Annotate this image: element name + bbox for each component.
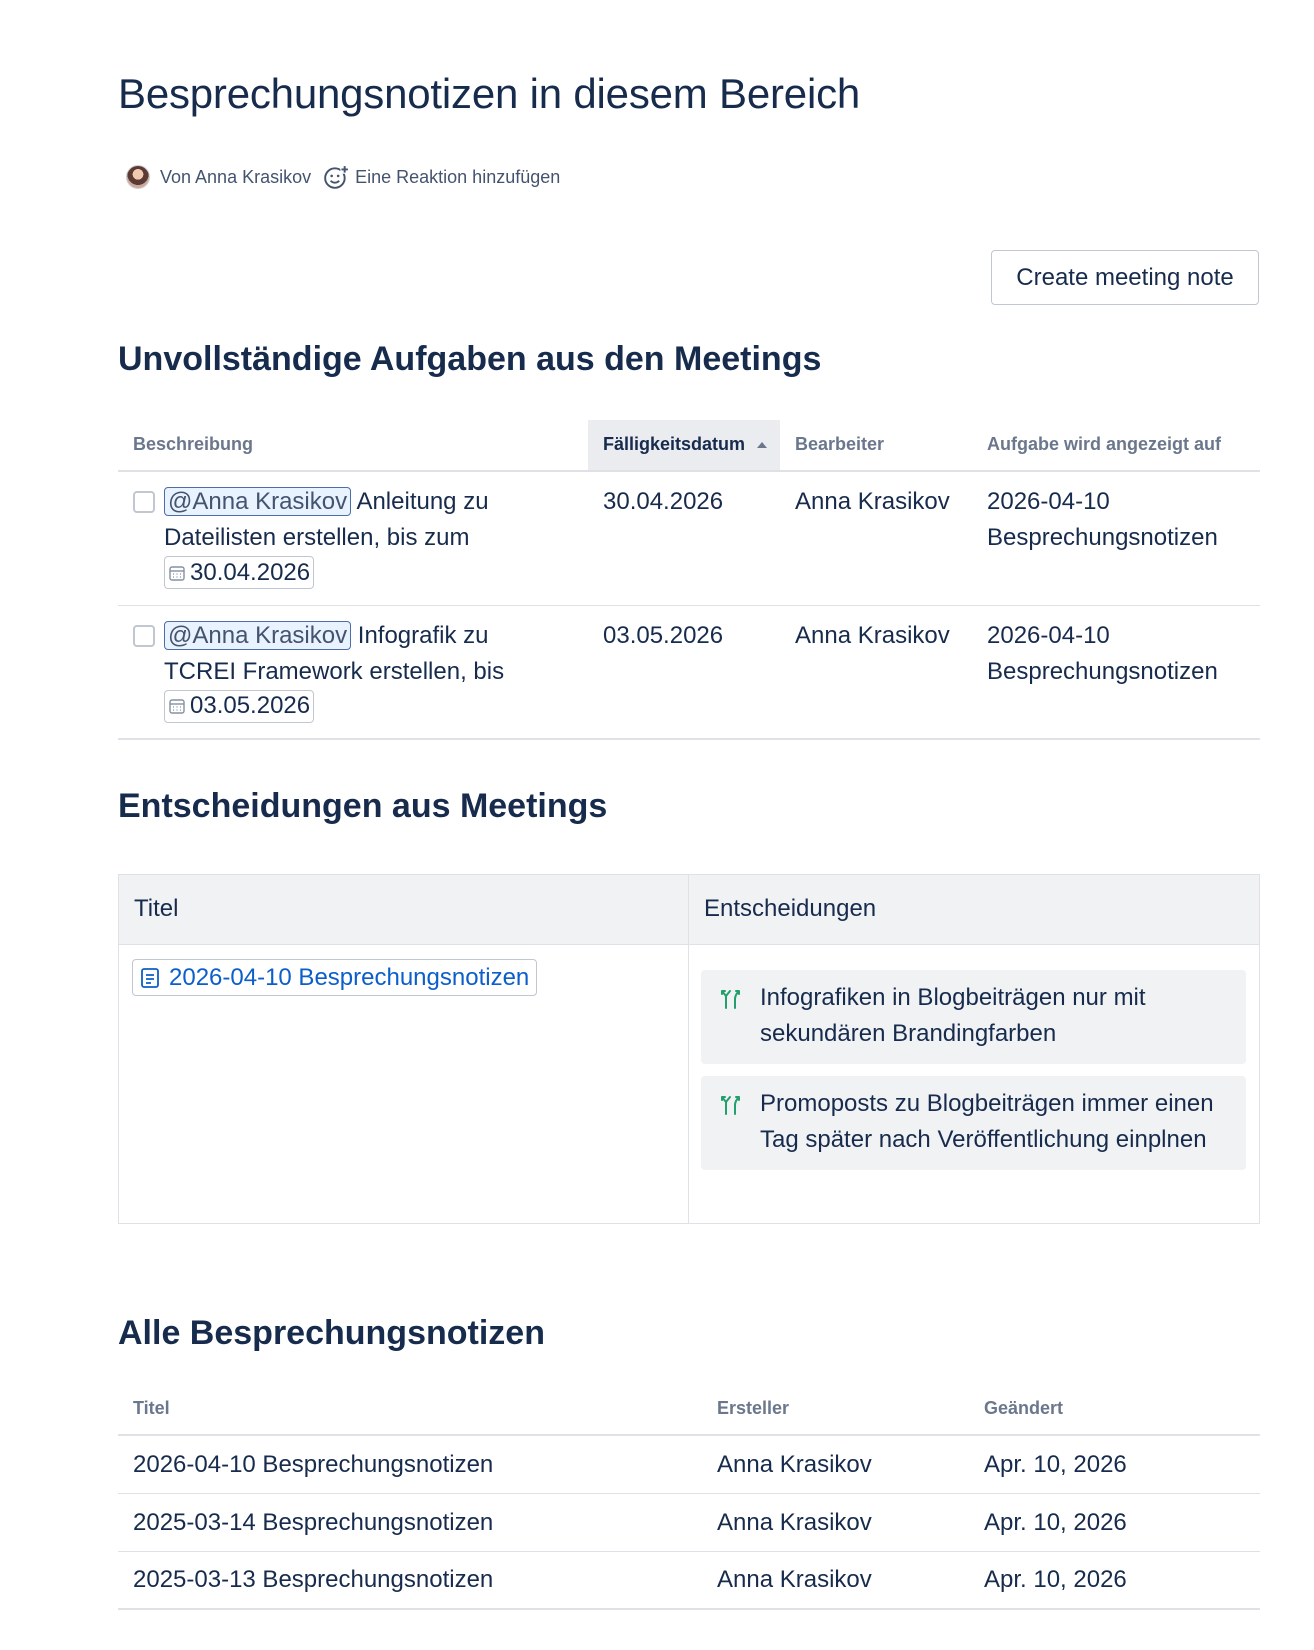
avatar[interactable] — [126, 165, 150, 189]
byline — [126, 164, 560, 190]
byline-author[interactable]: Von Anna Krasikov — [160, 166, 312, 187]
task-text — [164, 484, 564, 593]
column-header-description[interactable]: Beschreibung — [133, 434, 254, 454]
column-header-modified[interactable]: Geändert — [984, 1398, 1064, 1418]
task-checkbox[interactable] — [133, 625, 155, 647]
page-icon — [140, 967, 160, 989]
table-row — [118, 1552, 1260, 1610]
decision-text: Promoposts zu Blogbeiträgen immer einen Tag später nach Veröffentlichung einplnen — [760, 1090, 1214, 1153]
note-modified-date: Apr. 10, 2026 — [984, 1566, 1127, 1593]
note-creator-link[interactable]: Anna Krasikov — [717, 1566, 872, 1593]
user-mention[interactable]: @Anna Krasikov — [164, 487, 351, 516]
user-mention[interactable]: @Anna Krasikov — [164, 621, 351, 650]
calendar-icon — [168, 697, 186, 715]
task-page-link[interactable]: 2026-04-10 Besprechungsnotizen — [987, 488, 1218, 551]
note-title-link[interactable]: 2025-03-13 Besprechungsnotizen — [133, 1566, 494, 1593]
column-header-shown-on[interactable]: Aufgabe wird angezeigt auf — [987, 434, 1222, 454]
decision-list — [689, 945, 1259, 1223]
add-reaction-icon — [323, 164, 349, 190]
sort-ascending-icon — [756, 440, 768, 450]
table-row — [118, 1494, 1260, 1552]
task-text — [164, 618, 564, 727]
note-creator-link[interactable]: Anna Krasikov — [717, 1508, 872, 1536]
task-page-link[interactable]: 2026-04-10 Besprechungsnotizen — [987, 621, 1218, 685]
column-header-assignee[interactable]: Bearbeiter — [795, 434, 885, 454]
date-chip[interactable] — [164, 556, 314, 589]
decisions-heading: Entscheidungen aus Meetings — [118, 787, 608, 825]
task-description — [118, 606, 588, 739]
task-due-date: 03.05.2026 — [603, 621, 724, 649]
note-title-link[interactable]: 2025-03-14 Besprechungsnotizen — [133, 1508, 494, 1536]
column-header-title: Titel — [119, 875, 689, 944]
task-body: Anleitung zu Dateilisten erstellen, bis zum — [164, 488, 489, 551]
decision-icon — [719, 986, 743, 1010]
tasks-table-header — [118, 420, 1260, 472]
decisions-table-row — [119, 945, 1259, 1223]
decision-text: Infografiken in Blogbeiträgen nur mit sekundären Brandingfarben — [760, 984, 1146, 1047]
table-row — [118, 472, 1260, 606]
due-date-header-label: Fälligkeitsdatum — [603, 434, 746, 454]
table-row — [118, 1436, 1260, 1494]
calendar-icon — [168, 564, 186, 582]
task-description — [118, 472, 588, 605]
decision-item — [701, 970, 1246, 1064]
page-title: Besprechungsnotizen in diesem Bereich — [118, 70, 861, 117]
column-header-creator[interactable]: Ersteller — [717, 1398, 790, 1418]
task-checkbox[interactable] — [133, 491, 155, 513]
page-link-chip[interactable] — [132, 959, 537, 996]
decision-title-cell — [119, 945, 689, 1223]
notes-table-header — [118, 1394, 1260, 1436]
task-assignee-link[interactable]: Anna Krasikov — [795, 621, 950, 649]
date-chip-value: 03.05.2026 — [190, 692, 311, 719]
all-notes-table — [118, 1394, 1260, 1610]
add-reaction-label: Eine Reaktion hinzufügen — [355, 166, 561, 187]
add-reaction-button[interactable] — [323, 164, 560, 190]
column-header-decisions: Entscheidungen — [704, 895, 877, 922]
task-due-date: 30.04.2026 — [603, 488, 724, 515]
decision-item — [701, 1076, 1246, 1170]
date-chip-value: 30.04.2026 — [190, 558, 311, 586]
page-link-label: 2026-04-10 Besprechungsnotizen — [169, 963, 530, 991]
column-header-title[interactable]: Titel — [133, 1398, 170, 1418]
tasks-heading: Unvollständige Aufgaben aus den Meetings — [118, 340, 822, 378]
table-row — [118, 606, 1260, 741]
create-meeting-note-button[interactable]: Create meeting note — [991, 250, 1259, 305]
note-title-link[interactable]: 2026-04-10 Besprechungsnotizen — [133, 1450, 494, 1478]
all-notes-heading: Alle Besprechungsnotizen — [118, 1314, 545, 1352]
note-modified-date: Apr. 10, 2026 — [984, 1508, 1127, 1536]
decision-icon — [719, 1092, 743, 1116]
decisions-table-header — [119, 875, 1259, 945]
tasks-table — [118, 420, 1260, 740]
task-assignee-link[interactable]: Anna Krasikov — [795, 488, 950, 515]
column-header-due-date[interactable] — [588, 420, 780, 470]
note-modified-date: Apr. 10, 2026 — [984, 1450, 1127, 1478]
decisions-table — [118, 874, 1260, 1224]
task-body: Infografik zu TCREI Framework erstellen, bis — [164, 621, 505, 685]
date-chip[interactable] — [164, 690, 314, 723]
note-creator-link[interactable]: Anna Krasikov — [717, 1450, 872, 1478]
